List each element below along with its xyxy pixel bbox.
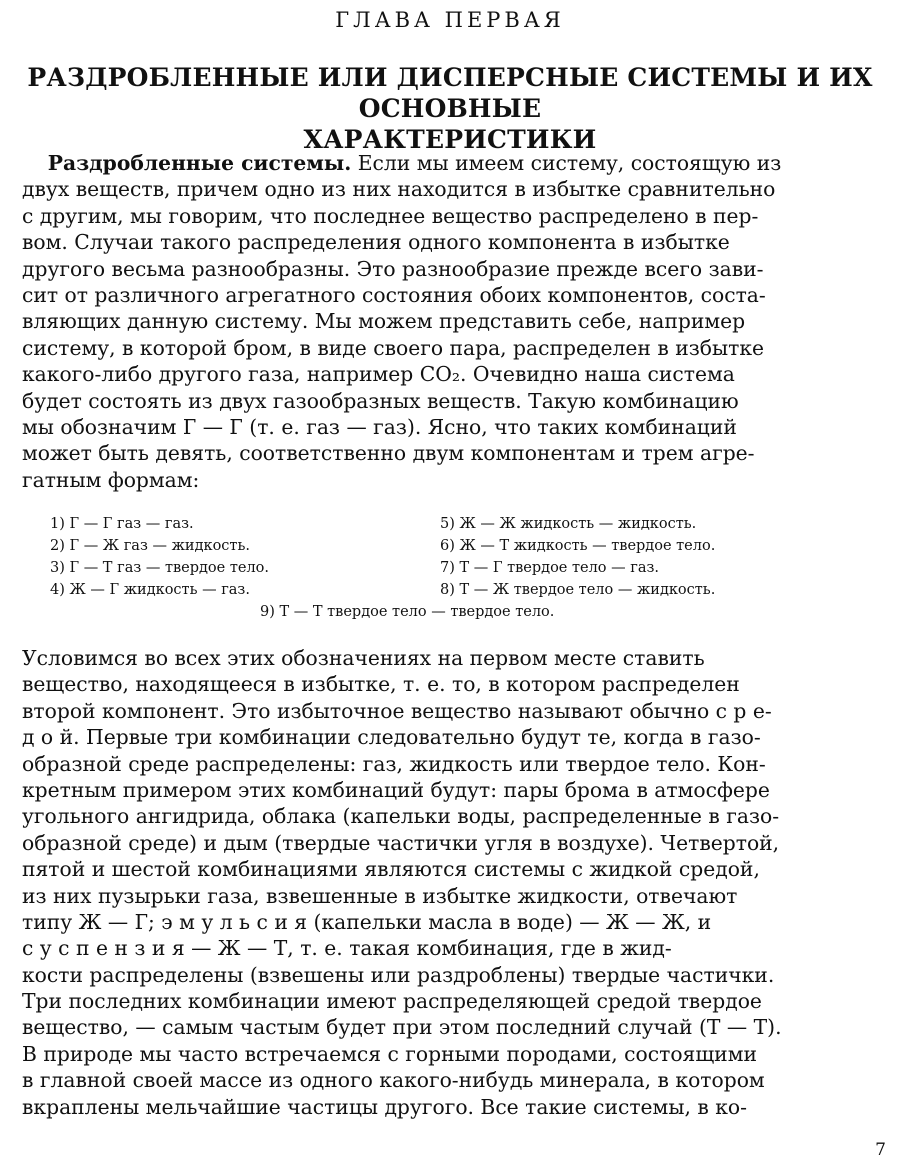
text-line: вом. Случаи такого распределения одного компонента в избытке	[22, 230, 730, 255]
text-line: гатным формам:	[22, 467, 200, 492]
combination-item: 4) Ж — Г жидкость — газ.	[50, 582, 250, 598]
page-number: 7	[875, 1140, 886, 1160]
text-line: образной среде) и дым (твердые частички угля в воздухе). Четвертой,	[22, 830, 780, 855]
combination-item: 1) Г — Г газ — газ.	[50, 516, 194, 532]
text-fragment: Если мы имеем систему, состоящую из	[351, 151, 782, 175]
combination-item: 9) Т — Т твердое тело — твердое тело.	[260, 604, 555, 620]
text-line: вещество, находящееся в избытке, т. е. то, в котором распределен	[22, 672, 740, 697]
text-line: с у с п е н з и я — Ж — Т, т. е. такая комбинация, где в жид-	[22, 936, 672, 961]
chapter-title-line: РАЗДРОБЛЕННЫЕ ИЛИ ДИСПЕРСНЫЕ СИСТЕМЫ И ИХ ОСНОВНЫЕ	[27, 63, 873, 123]
text-line: образной среде распределены: газ, жидкость или твердое тело. Кон-	[22, 751, 766, 776]
text-line: кости распределены (взвешены или раздроблены) твердые частички.	[22, 962, 775, 987]
text-line: Условимся во всех этих обозначениях на первом месте ставить	[22, 646, 705, 670]
text-line: кретным примером этих комбинаций будут: пары брома в атмосфере	[22, 777, 770, 802]
combination-item: 2) Г — Ж газ — жидкость.	[50, 538, 250, 554]
text-line: Три последних комбинации имеют распределяющей средой твердое	[22, 989, 762, 1014]
text-line: типу Ж — Г; э м у л ь с и я (капельки масла в воде) — Ж — Ж, и	[22, 909, 712, 934]
text-line: вкраплены мельчайшие частицы другого. Все такие системы, в ко-	[22, 1094, 747, 1119]
combination-item: 6) Ж — Т жидкость — твердое тело.	[440, 538, 716, 554]
paragraph-intro	[22, 150, 884, 493]
paragraph-main	[22, 645, 884, 1120]
text-line: другого весьма разнообразны. Это разнообразие прежде всего зави-	[22, 256, 764, 281]
text-line: двух веществ, причем одно из них находится в избытке сравнительно	[22, 177, 776, 202]
combination-item: 5) Ж — Ж жидкость — жидкость.	[440, 516, 697, 532]
text-line: с другим, мы говорим, что последнее вещество распределено в пер-	[22, 203, 759, 228]
text-line: вещество, — самым частым будет при этом последний случай (Т — Т).	[22, 1015, 782, 1040]
combination-item: 3) Г — Т газ — твердое тело.	[50, 560, 270, 576]
text-line	[22, 150, 884, 176]
text-line: д о й. Первые три комбинации следовательно будут те, когда в газо-	[22, 725, 761, 750]
text-line: из них пузырьки газа, взвешенные в избытке жидкости, отвечают	[22, 883, 738, 908]
text-line: второй компонент. Это избыточное вещество называют обычно с р е-	[22, 698, 772, 723]
text-line: будет состоять из двух газообразных веществ. Такую комбинацию	[22, 388, 739, 413]
text-line: В природе мы часто встречаемся с горными породами, состоящими	[22, 1041, 757, 1066]
text-line: систему, в которой бром, в виде своего пара, распределен в избытке	[22, 335, 765, 360]
text-line: в главной своей массе из одного какого-нибудь минерала, в котором	[22, 1068, 765, 1093]
text-line: мы обозначим Г — Г (т. е. газ — газ). Ясно, что таких комбинаций	[22, 414, 737, 439]
text-line: угольного ангидрида, облака (капельки воды, распределенные в газо-	[22, 804, 780, 829]
chapter-heading: ГЛАВА ПЕРВАЯ	[335, 8, 565, 32]
text-line: вляющих данную систему. Мы можем представить себе, например	[22, 309, 746, 334]
text-line: какого-либо другого газа, например CO₂. Очевидно наша система	[22, 362, 735, 387]
combination-item: 7) Т — Г твердое тело — газ.	[440, 560, 660, 576]
combination-item: 8) Т — Ж твердое тело — жидкость.	[440, 582, 716, 598]
text-line: пятой и шестой комбинациями являются системы с жидкой средой,	[22, 857, 760, 882]
runin-heading: Раздробленные системы.	[47, 151, 352, 175]
text-line: может быть девять, соответственно двум компонентам и трем агре-	[22, 441, 755, 466]
text-line: сит от различного агрегатного состояния обоих компонентов, соста-	[22, 282, 766, 307]
chapter-title-line: ХАРАКТЕРИСТИКИ	[303, 125, 597, 154]
chapter-title	[22, 62, 878, 155]
